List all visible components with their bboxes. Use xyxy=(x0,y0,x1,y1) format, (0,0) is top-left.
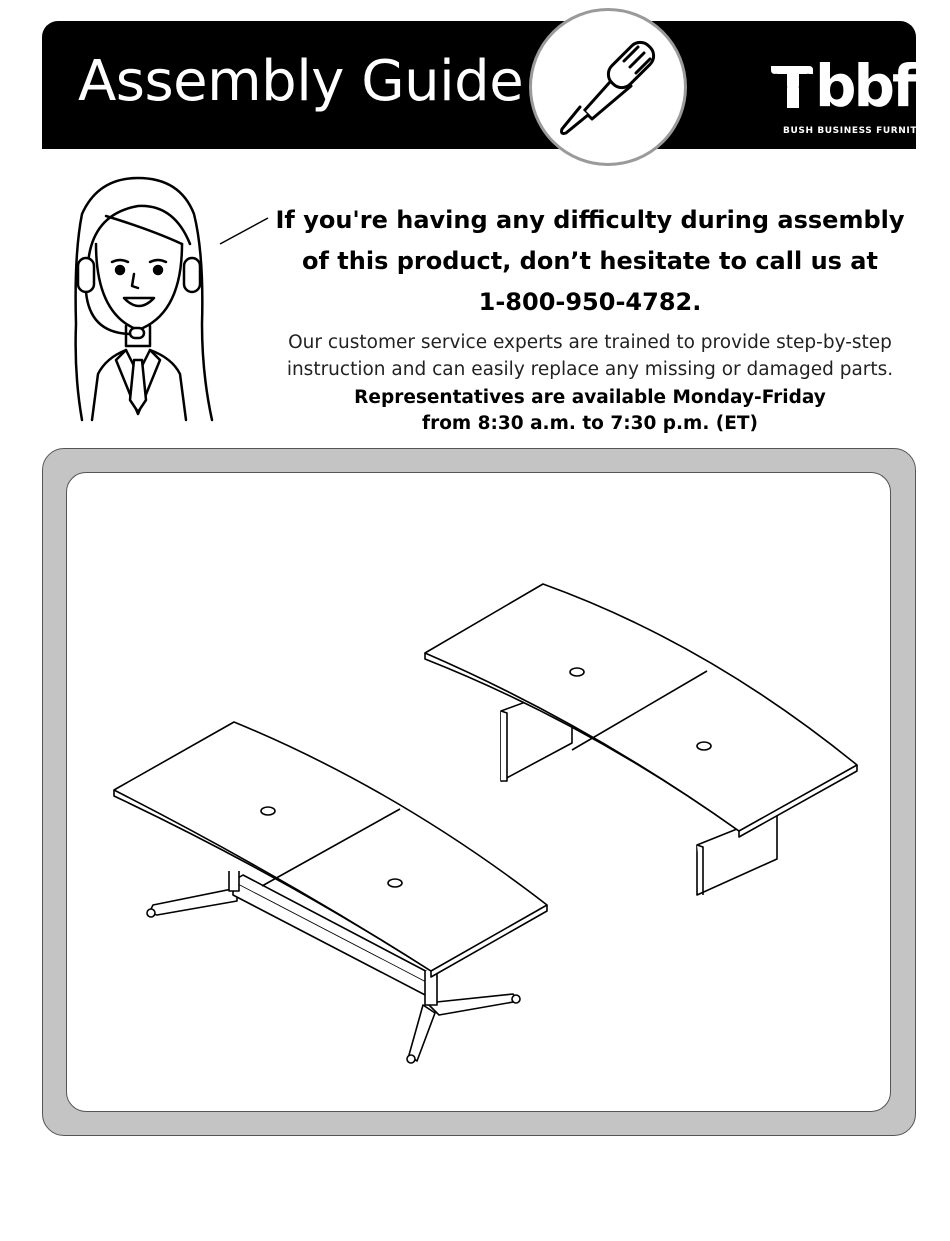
support-hours xyxy=(262,385,918,437)
boat-table-panel-base-illustration xyxy=(425,584,857,895)
speech-indicator xyxy=(218,214,274,250)
support-headline xyxy=(270,200,910,323)
boat-table-x-base-illustration xyxy=(114,722,547,1063)
hours-line-2: from 8:30 a.m. to 7:30 p.m. (ET) xyxy=(422,413,758,434)
support-description xyxy=(262,329,918,383)
hours-line-1: Representatives are available Monday-Friday xyxy=(354,387,826,408)
headline-line-1: If you're having any difficulty during assembly xyxy=(275,206,905,234)
support-agent-illustration xyxy=(62,174,222,424)
bbf-wordmark: bbf xyxy=(815,52,915,120)
headline-line-2: of this product, don’t hesitate to call us at xyxy=(302,247,878,275)
product-illustration-panel xyxy=(66,472,891,1112)
bbf-tagline: BUSH BUSINESS FURNITURE xyxy=(783,126,940,136)
header-bar xyxy=(42,21,940,149)
description-line-1: Our customer service experts are trained to provide step-by-step xyxy=(288,332,892,353)
bbf-logo-mark-icon xyxy=(769,64,815,110)
product-illustration-canvas xyxy=(67,473,891,1112)
bbf-logo xyxy=(769,52,940,144)
description-line-2: instruction and can easily replace any missing or damaged parts. xyxy=(286,359,894,380)
support-phone[interactable]: 1-800-950-4782. xyxy=(478,288,702,316)
screwdriver-icon xyxy=(532,11,684,163)
product-frame xyxy=(42,448,916,1136)
page-title: Assembly Guide xyxy=(78,49,524,114)
tool-badge xyxy=(529,8,687,166)
